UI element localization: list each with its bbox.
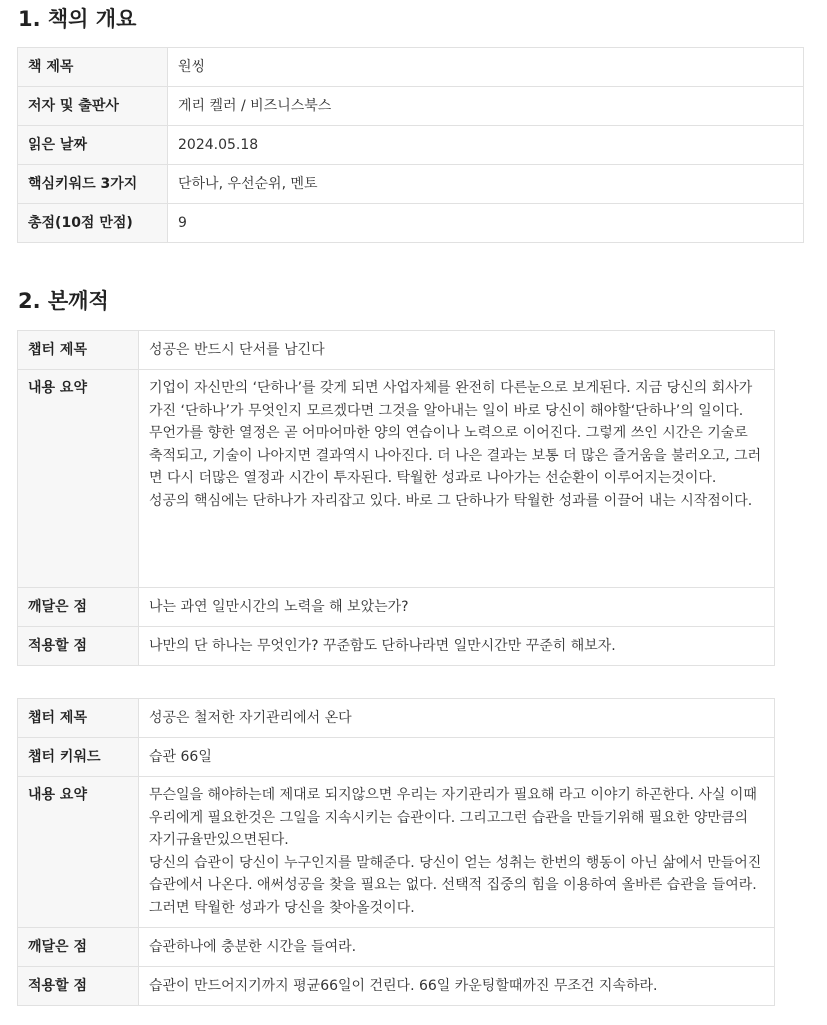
table-row: [18, 48, 804, 87]
section-heading-bonkkaejeok: 2. 본깨적: [18, 289, 109, 313]
summary-paragraph: 당신의 습관이 당신이 누구인지를 말해준다. 당신이 얻는 성취는 한번의 행동이 아닌 삶에서 만들어진 습관에서 나온다. 애써성공을 찾을 필요는 없다. 선택적 집중의 힘을 이용하여 올바른 습관을 들여라. 그러면 탁월한 성과가 당신을 찾아올것이다.: [149, 854, 762, 916]
book-overview-table: [17, 47, 804, 243]
row-label: 총점(10점 만점): [18, 204, 168, 243]
row-label: 읽은 날짜: [18, 126, 168, 165]
summary-value: [139, 370, 775, 588]
table-row: [18, 699, 775, 738]
chapter-title-value: 성공은 반드시 단서를 남긴다: [139, 331, 775, 370]
chapter-table-1: [17, 330, 775, 666]
row-label: 책 제목: [18, 48, 168, 87]
chapter-keyword-label: 챕터 키워드: [18, 738, 139, 777]
score-value: 9: [168, 204, 804, 243]
application-value: 습관이 만드어지기까지 평균66일이 건린다. 66일 카운팅할때까진 무조건 지속하라.: [139, 967, 775, 1006]
read-date-value: 2024.05.18: [168, 126, 804, 165]
table-row: [18, 588, 775, 627]
table-row: [18, 928, 775, 967]
realization-value: 습관하나에 충분한 시간을 들여라.: [139, 928, 775, 967]
row-label: 핵심키워드 3가지: [18, 165, 168, 204]
summary-paragraph: 성공의 핵심에는 단하나가 자리잡고 있다. 바로 그 단하나가 탁월한 성과를 이끌어 내는 시작점이다.: [149, 492, 753, 509]
row-label: 저자 및 출판사: [18, 87, 168, 126]
table-row: [18, 738, 775, 777]
summary-paragraph: 무슨일을 해야하는데 제대로 되지않으면 우리는 자기관리가 필요해 라고 이야기 하곤한다. 사실 이때 우리에게 필요한것은 그일을 지속시키는 습관이다. 그리고그런 습관을 만들기위해 필요한 양만큼의 자기규율만있으면된다.: [149, 787, 757, 848]
summary-value: [139, 777, 775, 928]
chapter-table-2: [17, 698, 775, 1006]
table-row: [18, 126, 804, 165]
table-row: [18, 777, 775, 928]
table-row: [18, 967, 775, 1006]
section-heading-overview: 1. 책의 개요: [18, 7, 137, 31]
keywords-value: 단하나, 우선순위, 멘토: [168, 165, 804, 204]
summary-label: 내용 요약: [18, 777, 139, 928]
table-row: [18, 331, 775, 370]
application-value: 나만의 단 하나는 무엇인가? 꾸준함도 단하나라면 일만시간만 꾸준히 해보자.: [139, 627, 775, 666]
realization-value: 나는 과연 일만시간의 노력을 해 보았는가?: [139, 588, 775, 627]
table-row: [18, 204, 804, 243]
realization-label: 깨달은 점: [18, 588, 139, 627]
summary-paragraph: 무언가를 향한 열정은 곧 어마어마한 양의 연습이나 노력으로 이어진다. 그렇게 쓰인 시간은 기술로 축적되고, 기술이 나아지면 결과역시 나아진다. 더 나은 결과는 보통 더 많은 즐거움을 불러오고, 그러면 다시 더많은 열정과 시간이 투자된다. 탁월한 성과로 나아가는 선순환이 이루어지는것이다.: [149, 425, 762, 486]
table-row: [18, 370, 775, 588]
summary-paragraph: 기업이 자신만의 ‘단하나’를 갖게 되면 사업자체를 완전히 다른눈으로 보게된다. 지금 당신의 회사가 가진 ‘단하나’가 무엇인지 모르겠다면 그것을 알아내는 일이 바로 당신이 해야할‘단하나’의 일이다.: [149, 380, 753, 419]
chapter-title-label: 챕터 제목: [18, 699, 139, 738]
table-row: [18, 627, 775, 666]
summary-label: 내용 요약: [18, 370, 139, 588]
application-label: 적용할 점: [18, 627, 139, 666]
table-row: [18, 87, 804, 126]
author-publisher-value: 게리 켈러 / 비즈니스북스: [168, 87, 804, 126]
chapter-title-value: 성공은 철저한 자기관리에서 온다: [139, 699, 775, 738]
realization-label: 깨달은 점: [18, 928, 139, 967]
chapter-keyword-value: 습관 66일: [139, 738, 775, 777]
book-title-value: 원씽: [168, 48, 804, 87]
application-label: 적용할 점: [18, 967, 139, 1006]
table-row: [18, 165, 804, 204]
chapter-title-label: 챕터 제목: [18, 331, 139, 370]
